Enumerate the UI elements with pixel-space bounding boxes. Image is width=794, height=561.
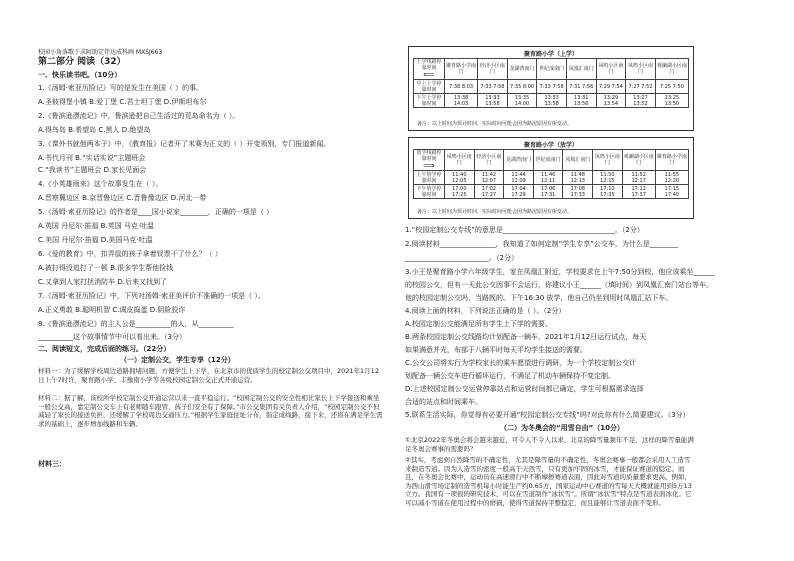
table-cell: 13:33 13:58 xyxy=(478,94,508,108)
table-header-cell: 经济小区南门 xyxy=(474,150,504,171)
table-cell: 11:46 12:11 xyxy=(533,171,563,185)
section-2-subtitle: （一）定制公交，学生专享（12分） xyxy=(120,356,235,364)
table-cell: 11:52 12:17 xyxy=(622,171,655,185)
table-cell: 7:38 8:03 xyxy=(445,80,478,94)
table-header-cell: 凤鸣小区南门 xyxy=(626,59,656,80)
table-cell: 17:10 17:35 xyxy=(593,185,623,199)
section-3-subtitle: （二）为冬奥会的“用雪自由”（10分） xyxy=(500,424,624,432)
option-line: C.又拿到人家打扰消防车 D.后来又找到了 xyxy=(38,278,167,286)
question-line: 5.《汤姆·索亚历险记》的作者是____国小说家________，正确的一项是（ ） xyxy=(38,208,274,216)
table-cell: 11:50 12:15 xyxy=(593,171,623,185)
table-cell: 11:42 12:07 xyxy=(474,171,504,185)
table-cell: 11:48 12:13 xyxy=(563,171,593,185)
option-line: A.校园定制公交能满足所有学生上下学的需要。 xyxy=(405,320,552,328)
schedule-title: 聚育路小学（放学） xyxy=(523,142,578,149)
table-header-cell: 世纪成南门 xyxy=(533,150,563,171)
table-cell: 17:00 17:25 xyxy=(445,185,475,199)
option-line: A.晋察冀边区 B.京晋鲁边区 C.晋鲁豫边区 D.河北一带 xyxy=(38,194,207,202)
table-cell: 7:25 7:50 xyxy=(655,80,688,94)
table-header-cell: 世纪成南门 xyxy=(537,59,567,80)
table-header-cell: 观澜湖小区南门 xyxy=(655,59,688,80)
schedule-note: 备注：以上时间为预计时间，实际时间可能会因为路况原因有所变动。 xyxy=(417,209,573,215)
table-cell: 下午放学停靠时间 xyxy=(414,185,445,199)
material-three-label: 材料三： xyxy=(38,460,66,468)
table-cell: 7:27 7:52 xyxy=(626,80,656,94)
arrow-right-icon: ⟹ xyxy=(423,161,435,170)
table-cell: 11:55 12:20 xyxy=(655,171,688,185)
table-cell: 下午上学停靠时间 xyxy=(414,94,445,108)
passage-para-1: ①北京2022年冬奥会将会越来越近，可令人不令人以求，北京的降雪量频年不足，这样的降雪量能满足冬奥会赛事的需要吗？ xyxy=(405,436,694,453)
table-cell: 13:35 14:00 xyxy=(507,94,537,108)
table-header-cell: 龙湖湾南门 xyxy=(507,59,537,80)
table-header-cell: 龙湖湾南门 xyxy=(504,150,534,171)
table-header-cell: 凤鸣小区南门 xyxy=(596,59,626,80)
option-line: A.英国 丹尼尔·笛福 B.英国 马克·吐温 xyxy=(38,222,155,230)
material-two: 材料二：据了解，该校所学校定制公交开通运营以来一直平稳运行。“校园定制公交的安全性相比家长上下学接送和乘坐一般公交高，靠定制公交车上有老师随车跟管，孩子们安全有了保障。”市公交集团有关负责人介绍，“校园定制公交不但减轻了家长的接送负担，还缓解了学校周边交通压力。”根据学生家庭住址分布，指定成线路，接下来，还将在满足学生需求的基础上，逐步增加线路和车辆。 xyxy=(38,394,383,428)
question-line: __________这个故事情节中可以看出来。（3分） xyxy=(38,333,186,341)
table-cell: 11:40 12:05 xyxy=(445,171,475,185)
arrow-left-icon: ⟸ xyxy=(423,70,435,79)
table-cell: 11:44 12:09 xyxy=(504,171,534,185)
question-line: 8.《鲁滨逊漂流记》的主人公是__________的人，从__________ xyxy=(38,320,234,328)
page-header-line: 校园小角落歌于求阿助定伴达成科画 MXSJ663 xyxy=(38,49,163,56)
option-line: 如果满意并光，布部于八辆平时每天平均学生接送的需要。 xyxy=(405,346,587,354)
table-cell: 上午放学停靠时间 xyxy=(414,171,445,185)
question-line: 的校园公交，但有一天此公交因事不会运行，你建议小王______（填时间）到凤凰汇南门站台等车。 xyxy=(405,281,713,289)
option-line: A.圣彼得堡小镇 B.爱丁堡 C.君士坦丁堡 D.伊斯坦布尔 xyxy=(38,98,207,106)
table-cell: 13:31 13:56 xyxy=(566,94,596,108)
option-line: 划配备一辆公交车进行循环运行，不满足了机动车辆保持不变定制。 xyxy=(405,372,615,380)
table-cell: 17:06 17:31 xyxy=(533,185,563,199)
option-line: A.得鸟岛 B.希望岛 C.黑人 D.绝望岛 xyxy=(38,126,151,134)
question-line: ________________________。（2分） xyxy=(405,254,518,262)
table-header-cell: 凤鸣小区南门 xyxy=(445,150,475,171)
schedule-morning-box xyxy=(408,46,694,131)
table-header-cell: 聚育路小学南门 xyxy=(655,150,688,171)
table-header-cell: 经济小区南门 xyxy=(478,59,508,80)
option-line: A.正义勇敢 B.聪明机智 C.调皮捣蛋 D.阴险狡诈 xyxy=(38,306,186,314)
table-cell: 17:12 17:37 xyxy=(622,185,655,199)
option-line: B.两条校园定制公交线路均计划配备一辆车，2021年1月12日运行试点，每天 xyxy=(405,333,647,341)
table-cell: 17:08 17:33 xyxy=(563,185,593,199)
material-one: 材料一：为了缓解学校周边道路拥堵问题，方便学生上下学，在北京市的优质学生的校定制公交项目中，2021年1月12日上午7时许，聚育路小学、丰豫南小学等各级校园定制公交正式开通运营。 xyxy=(38,367,379,384)
table-cell: 13:25 13:50 xyxy=(655,94,688,108)
table-header-cell: 上学线路停靠时间 ⟸ xyxy=(414,59,445,80)
question-line: 他的校园定制公交吗，当路旣的。下午16:30 放学，他自己仍坐到用时凤凰汇站下车。 xyxy=(405,294,673,302)
table-cell: 7:35 8:00 xyxy=(507,80,537,94)
table-header-cell: 聚育路小学南门 xyxy=(445,59,478,80)
schedule-title: 聚育路小学（上学） xyxy=(523,51,578,58)
table-cell: 13:27 13:52 xyxy=(626,94,656,108)
question-line: 1.“校园定制公交专线”的意思是________________________________。（2分） xyxy=(405,226,644,234)
table-header-cell: 观澜湖小区南门 xyxy=(622,150,655,171)
option-line: C.公交公司将实行为学校家长的乘车愿望进行调研，为一个学校定制公交计 xyxy=(405,359,637,367)
option-line: D.上述校园定制公交运营停靠站点和运营时间都已确定，学生可根据需求选择 xyxy=(405,385,644,393)
part-title: 第二部分 阅读（32） xyxy=(38,57,126,67)
question-line: 4.《小英雄雨来》这个故事发生在（ ）。 xyxy=(38,180,163,188)
table-header-cell: 放学线路停靠时间 ⟹ xyxy=(414,150,445,171)
option-line: A.被打得没追打了一顿 B.很多学生帮他捡钱 xyxy=(38,264,174,272)
table-header-cell: 凤凰汇南门 xyxy=(566,59,596,80)
question-line: 1.《汤姆·索亚历险记》写的是发生在美国（ ）的事。 xyxy=(38,84,204,92)
question-line: 3.小王是聚育路小学六年级学生，家在凤凰汇附近，学校要求在上午7:50分到校，他应该乘坐______ xyxy=(405,268,715,276)
table-cell: 7:31 7:56 xyxy=(566,80,596,94)
question-line: 2.《鲁滨逊漂流记》中，鲁滨逊把自己生活过的荒岛命名为（ ）。 xyxy=(38,112,240,120)
passage-para-2: ②其实，考虑到自然降雪的不确定性，尤其是降雪量的不确定性，冬奥会赛事一般都会采用人工造雪来制造雪道。因为人造雪的密度一般高于天然雪，只有更加牢固的冰雪，才能保证赛道的稳定。而且，在冬奥会比赛中，运动员在高速滑行中不断摩擦赛道表面，因此对雪道的质量要求更高。例如，为西山滑雪场定制的造雪机每小时能生产约0.65方，国家运动中心赛道的雪每天大概就能用到5万13立方。我国有一项很的研究技术，可以在雪道制作“冰状雪”。所谓“冰状雪”特点是雪道表面冰化。它可以减小雪道在使用过程中的磨损，使得雪道保持平整稳定，而且能够让雪道表面不变形。 xyxy=(405,456,692,507)
option-line: 合适的站点和时间乘车。 xyxy=(405,398,482,406)
table-cell: 17:04 17:29 xyxy=(504,185,534,199)
schedule-note: 备注：以上时间为预计时间，实际时间可能会因为路况原因有所变动。 xyxy=(417,121,573,127)
table-cell: 7:33 7:58 xyxy=(478,80,508,94)
question-line: 2.阅读材料________________，我知道了如何定制“学生专享”公交车，为什么是________ xyxy=(405,240,678,248)
section-1-title: 一、快乐读书吧。（10分） xyxy=(38,71,122,79)
table-header-cell: 凤凰汇南门 xyxy=(563,150,593,171)
table-cell: 17:02 17:27 xyxy=(474,185,504,199)
option-line: A.书代月刊 B.“实话实说”主题班会 xyxy=(38,154,146,162)
option-line: C.“我读书”主题班会 D.家长见面会 xyxy=(38,166,147,174)
schedule-afternoon-box xyxy=(408,137,694,219)
table-cell: 17:15 17:40 xyxy=(655,185,688,199)
table-cell: 13:38 14:03 xyxy=(445,94,478,108)
option-line: C.美国 丹尼尔·笛福 D.美国马克·吐温 xyxy=(38,236,153,244)
schedule-table xyxy=(413,58,689,108)
section-2-title: 二、阅读短文，完成后面的练习。（22分） xyxy=(38,345,171,353)
question-line: 7.《汤姆·索亚历险记》中，下列对汤姆·索亚美评价不准确的一项是（ ）。 xyxy=(38,292,265,300)
question-line: 3.《课外书就他两本子》中，《教育报》记者开了米赛为正文的（ ）开变领别，专门报道新闻。 xyxy=(38,140,331,148)
question-line: 5.联系生活实际，你觉得有必要开通“校园定制公交专线”吗?对此你有什么简要建议。（3分） xyxy=(405,411,690,419)
question-line: 6.《爱的教育》中，扣弄鼠的孩子拿着钗票干了什么？（ ） xyxy=(38,250,222,258)
question-line: 4.阅读上面的材料，下列说法正确的是（ ）。（2分） xyxy=(405,307,566,315)
table-cell: 13:29 13:54 xyxy=(596,94,626,108)
table-header-cell: 凤鸣小区南门 xyxy=(593,150,623,171)
schedule-table xyxy=(413,149,689,199)
table-cell: 7:29 7:54 xyxy=(596,80,626,94)
table-cell: 7:33 7:58 xyxy=(537,80,567,94)
table-cell: 早上上学停靠时间 xyxy=(414,80,445,94)
table-cell: 13:33 13:58 xyxy=(537,94,567,108)
